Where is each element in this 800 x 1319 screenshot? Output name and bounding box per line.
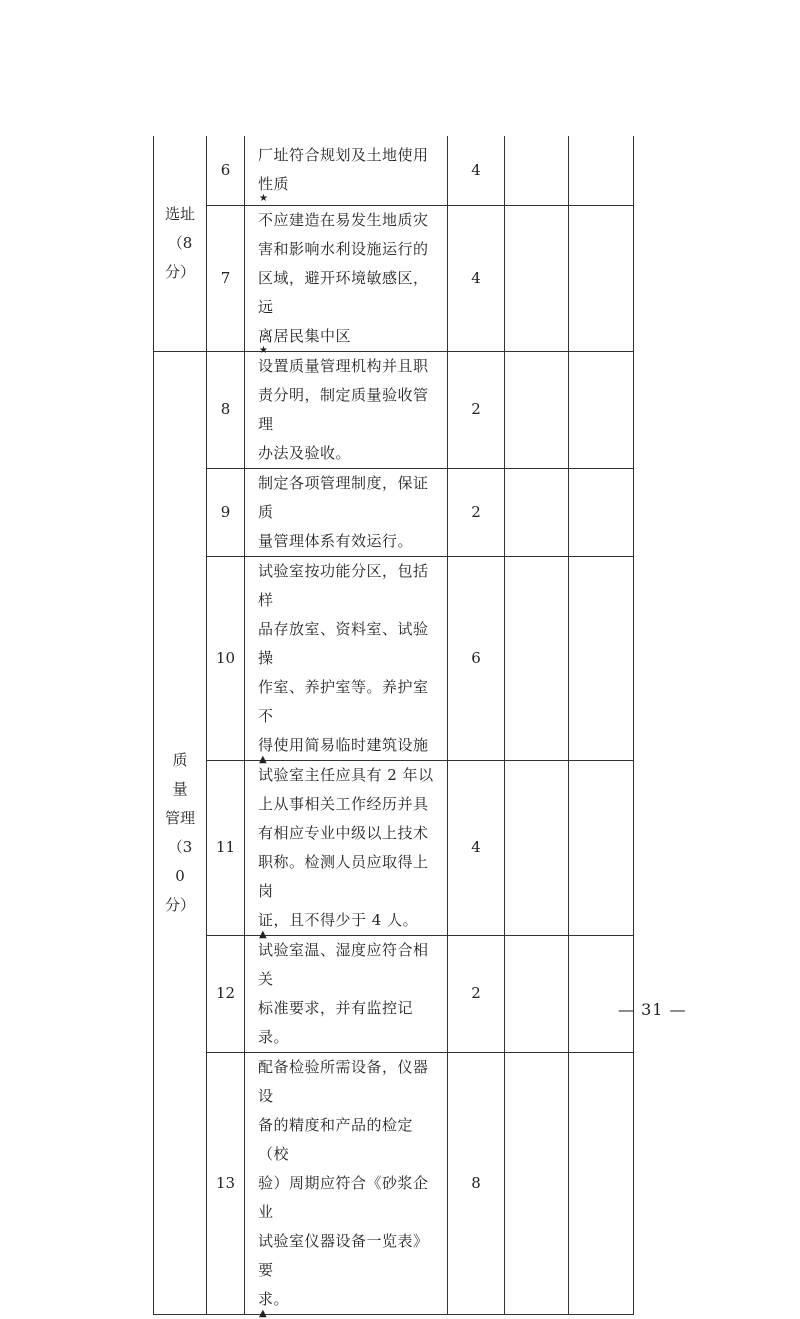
item-number: 7 bbox=[207, 205, 245, 351]
item-content bbox=[245, 760, 448, 940]
content-line: 备的精度和产品的检定（校 bbox=[258, 1115, 414, 1163]
content-line: 试验室温、湿度应符合相关 bbox=[258, 940, 429, 988]
item-number: 12 bbox=[207, 935, 245, 1052]
blank-cell bbox=[569, 468, 634, 556]
table-row bbox=[154, 1052, 634, 1314]
item-score: 4 bbox=[448, 760, 505, 935]
content-line: 离居民集中区 ★ bbox=[258, 326, 352, 356]
blank-cell bbox=[505, 935, 569, 1052]
item-number: 6 bbox=[207, 136, 245, 205]
category-cell bbox=[154, 136, 207, 351]
blank-cell bbox=[505, 205, 569, 351]
content-line: 试验室仪器设备一览表》要 bbox=[258, 1231, 429, 1279]
blank-cell bbox=[505, 556, 569, 760]
blank-cell bbox=[505, 136, 569, 205]
category-cell bbox=[154, 351, 207, 1314]
item-content bbox=[245, 205, 448, 356]
blank-cell bbox=[569, 351, 634, 468]
content-line: 得使用简易临时建筑设施 ▲ bbox=[258, 735, 429, 765]
content-text: 证，且不得少于 4 人。 bbox=[258, 910, 419, 929]
blank-cell bbox=[505, 1052, 569, 1314]
item-number: 9 bbox=[207, 468, 245, 556]
content-line: 配备检验所需设备，仪器设 bbox=[258, 1057, 429, 1105]
content-text: 离居民集中区 bbox=[258, 326, 352, 345]
table-row bbox=[154, 760, 634, 935]
content-line: 厂址符合规划及土地使用 bbox=[258, 146, 429, 165]
item-score: 6 bbox=[448, 556, 505, 760]
blank-cell bbox=[569, 760, 634, 935]
item-number: 13 bbox=[207, 1052, 245, 1314]
table-row bbox=[154, 935, 634, 1052]
category-line: 量 bbox=[172, 779, 188, 798]
blank-cell bbox=[569, 1052, 634, 1314]
category-line: （8 bbox=[167, 233, 193, 252]
item-content bbox=[245, 351, 448, 468]
category-line: 分） bbox=[164, 262, 195, 281]
content-text: 得使用简易临时建筑设施 bbox=[258, 735, 429, 754]
blank-cell bbox=[569, 205, 634, 351]
item-score: 4 bbox=[448, 136, 505, 205]
content-line: 验）周期应符合《砂浆企业 bbox=[258, 1173, 429, 1221]
item-score: 4 bbox=[448, 205, 505, 351]
item-content bbox=[245, 136, 448, 205]
item-score: 2 bbox=[448, 351, 505, 468]
blank-cell bbox=[569, 136, 634, 205]
item-number: 8 bbox=[207, 351, 245, 468]
content-line: 办法及验收。 bbox=[258, 443, 352, 462]
content-line: 制定各项管理制度，保证质 bbox=[258, 473, 429, 521]
blank-cell bbox=[569, 556, 634, 760]
item-content bbox=[245, 556, 448, 765]
category-line: 0 bbox=[175, 866, 185, 885]
table-row bbox=[154, 351, 634, 468]
category-line: 质 bbox=[172, 750, 188, 769]
category-line: 分） bbox=[164, 895, 195, 914]
content-text: 性质 bbox=[258, 175, 290, 194]
page-number: — 31 — bbox=[618, 1000, 687, 1019]
table-row bbox=[154, 136, 634, 205]
content-line: 证，且不得少于 4 人。 ▲ bbox=[258, 910, 419, 940]
item-content bbox=[245, 468, 448, 556]
category-line: 选址 bbox=[164, 204, 195, 223]
content-text: 求。 bbox=[258, 1289, 290, 1308]
table-row bbox=[154, 205, 634, 351]
content-line: 性质 ★ bbox=[258, 175, 290, 205]
content-line: 试验室按功能分区，包括样 bbox=[258, 561, 429, 609]
blank-cell bbox=[505, 351, 569, 468]
content-line: 品存放室、资料室、试验操 bbox=[258, 619, 429, 667]
table-row bbox=[154, 556, 634, 760]
content-line: 作室、养护室等。养护室不 bbox=[258, 677, 429, 725]
item-number: 10 bbox=[207, 556, 245, 760]
item-number: 11 bbox=[207, 760, 245, 935]
item-content bbox=[245, 935, 448, 1052]
blank-cell bbox=[569, 935, 634, 1052]
content-line: 量管理体系有效运行。 bbox=[258, 531, 414, 550]
content-line: 设置质量管理机构并且职 bbox=[258, 356, 429, 375]
content-line: 不应建造在易发生地质灾 bbox=[258, 210, 429, 229]
blank-cell bbox=[505, 468, 569, 556]
item-content bbox=[245, 1052, 448, 1319]
item-score: 2 bbox=[448, 468, 505, 556]
content-line: 求。 ▲ bbox=[258, 1289, 290, 1319]
content-line: 责分明，制定质量验收管理 bbox=[258, 385, 429, 433]
evaluation-table bbox=[153, 136, 634, 1319]
table-row bbox=[154, 468, 634, 556]
content-line: 试验室主任应具有 2 年以 bbox=[258, 765, 434, 784]
item-score: 8 bbox=[448, 1052, 505, 1314]
content-line: 害和影响水利设施运行的 bbox=[258, 239, 429, 258]
content-line: 上从事相关工作经历并具 bbox=[258, 794, 429, 813]
category-line: （3 bbox=[167, 837, 193, 856]
content-line: 标准要求，并有监控记录。 bbox=[258, 998, 414, 1046]
item-score: 2 bbox=[448, 935, 505, 1052]
content-line: 区域，避开环境敏感区，远 bbox=[258, 268, 429, 316]
blank-cell bbox=[505, 760, 569, 935]
content-line: 有相应专业中级以上技术 bbox=[258, 823, 429, 842]
category-line: 管理 bbox=[164, 808, 195, 827]
content-line: 职称。检测人员应取得上岗 bbox=[258, 852, 429, 900]
